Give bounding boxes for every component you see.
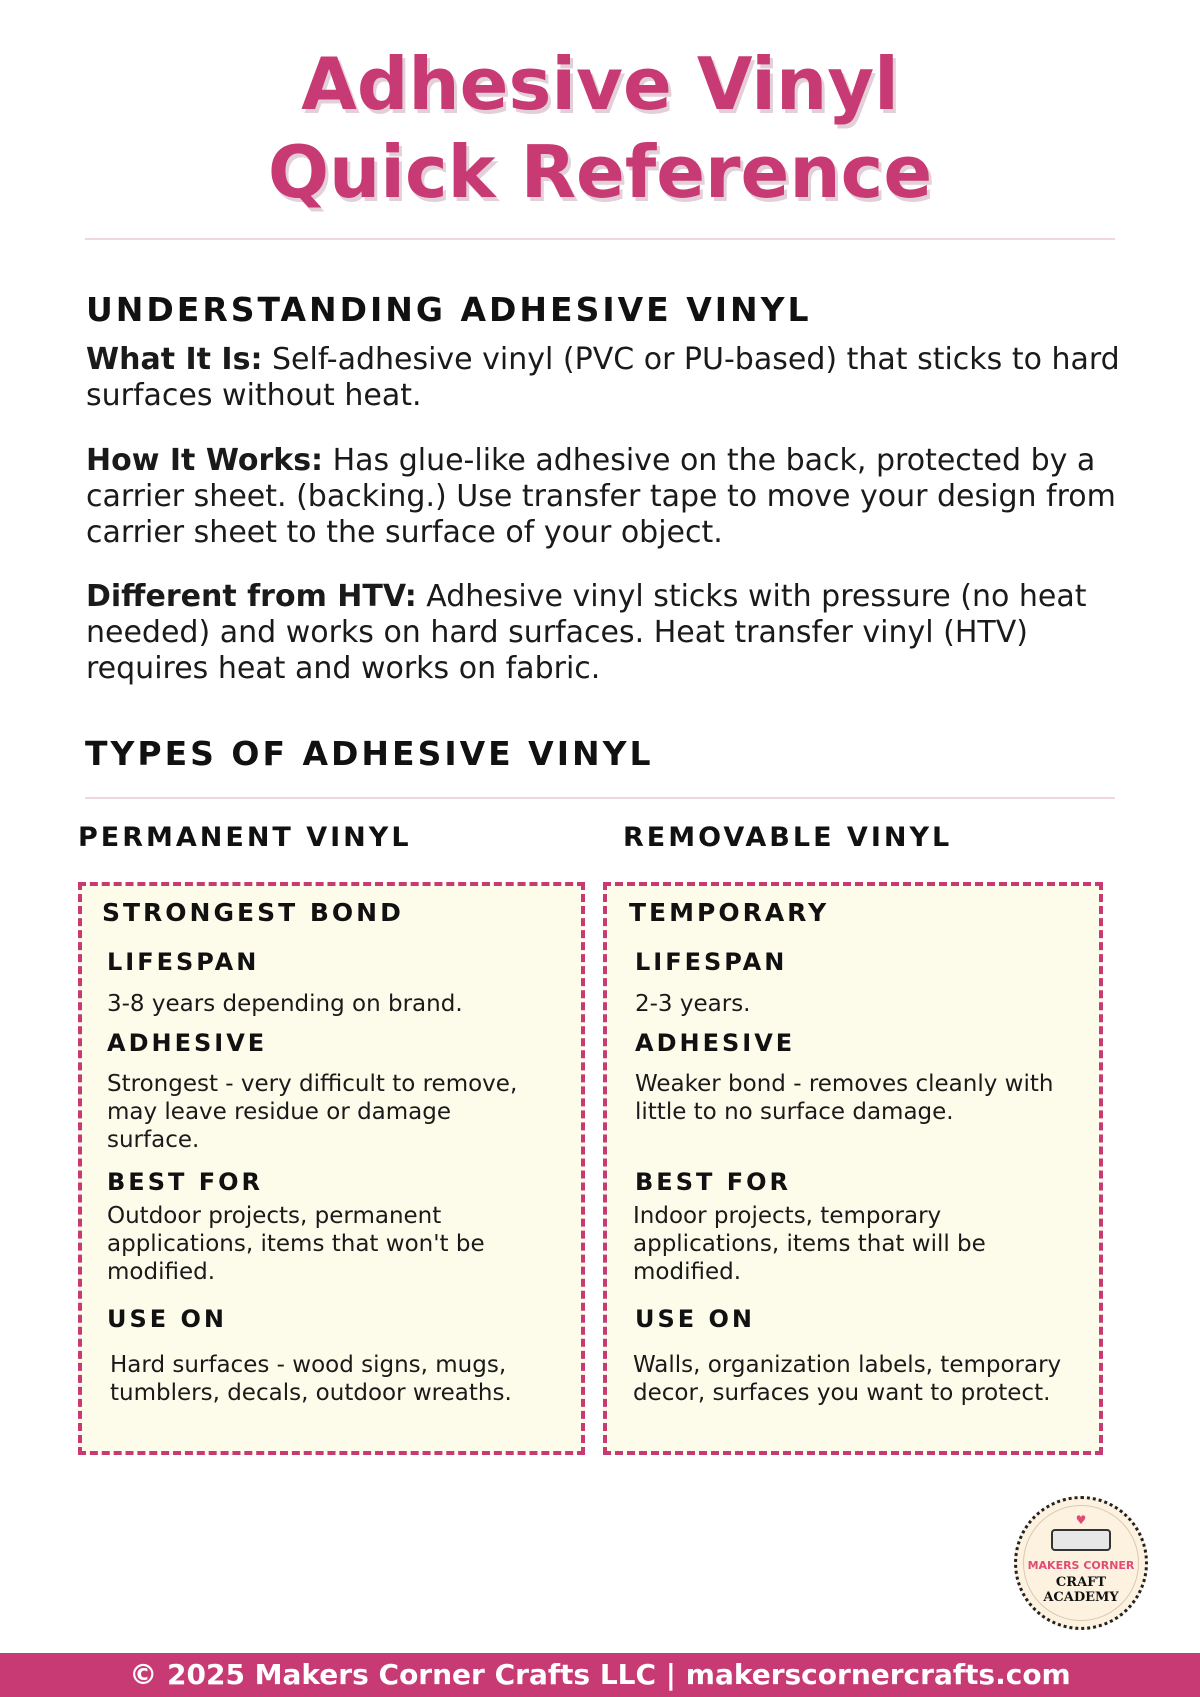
page-title — [0, 40, 1200, 216]
what-it-is-label: What It Is: — [86, 342, 263, 377]
removable-lifespan-label: LIFESPAN — [635, 948, 788, 976]
removable-adhesive-text: Weaker bond - removes cleanly with little to no surface damage. — [635, 1071, 1054, 1125]
heart-icon: ♥ — [1075, 1513, 1087, 1527]
logo-subtitle — [1017, 1575, 1145, 1605]
different-from-htv-text: Adhesive vinyl sticks with pressure (no heat needed) and works on hard surfaces. Heat transfer vinyl (HTV) requires heat and works on fabric. — [86, 579, 1087, 686]
removable-use-on-label: USE ON — [635, 1305, 756, 1333]
permanent-best-for-text: Outdoor projects, permanent applications, items that won't be modified. — [107, 1203, 485, 1285]
permanent-best-for-label: BEST FOR — [107, 1168, 263, 1196]
permanent-lifespan-text: 3-8 years depending on brand. — [107, 991, 463, 1017]
removable-subtitle: TEMPORARY — [629, 898, 830, 927]
makers-corner-logo — [1014, 1496, 1148, 1630]
what-it-is-text: Self-adhesive vinyl (PVC or PU-based) that sticks to hard surfaces without heat. — [86, 342, 1120, 413]
footer-bar — [0, 1653, 1200, 1697]
removable-adhesive-label: ADHESIVE — [635, 1029, 796, 1057]
removable-best-for-text: Indoor projects, temporary applications, items that will be modified. — [633, 1203, 986, 1285]
title-line-1: Adhesive Vinyl — [301, 42, 899, 126]
cutting-machine-icon — [1051, 1529, 1111, 1551]
permanent-lifespan-label: LIFESPAN — [107, 948, 260, 976]
understanding-heading: UNDERSTANDING ADHESIVE VINYL — [86, 290, 812, 329]
footer-text: © 2025 Makers Corner Crafts LLC | makerscornercrafts.com — [129, 1658, 1071, 1691]
title-line-2: Quick Reference — [267, 130, 933, 214]
permanent-vinyl-heading: PERMANENT VINYL — [78, 822, 412, 853]
permanent-subtitle: STRONGEST BOND — [102, 898, 404, 927]
how-it-works-paragraph — [86, 443, 1126, 551]
permanent-adhesive-label: ADHESIVE — [107, 1029, 268, 1057]
types-divider — [85, 797, 1115, 799]
permanent-adhesive-text: Strongest - very difficult to remove, may leave residue or damage surface. — [107, 1071, 518, 1153]
different-from-htv-paragraph — [86, 579, 1126, 687]
removable-best-for-label: BEST FOR — [635, 1168, 791, 1196]
logo-name: MAKERS CORNER — [1027, 1559, 1135, 1572]
logo-line-1: CRAFT — [1055, 1575, 1107, 1590]
removable-vinyl-card — [603, 882, 1103, 1455]
different-from-htv-label: Different from HTV: — [86, 579, 417, 614]
how-it-works-label: How It Works: — [86, 443, 324, 478]
removable-lifespan-text: 2-3 years. — [635, 991, 751, 1017]
types-heading: TYPES OF ADHESIVE VINYL — [85, 734, 654, 773]
permanent-vinyl-card — [78, 882, 585, 1455]
permanent-use-on-label: USE ON — [107, 1305, 228, 1333]
logo-line-2: ACADEMY — [1043, 1590, 1119, 1605]
permanent-use-on-text: Hard surfaces - wood signs, mugs, tumblers, decals, outdoor wreaths. — [110, 1352, 512, 1406]
removable-vinyl-heading: REMOVABLE VINYL — [623, 822, 953, 853]
title-divider — [85, 238, 1115, 240]
how-it-works-text: Has glue-like adhesive on the back, protected by a carrier sheet. (backing.) Use transfer tape to move your design from carrier sheet to the surface of your object. — [86, 443, 1116, 550]
what-it-is-paragraph — [86, 342, 1126, 414]
removable-use-on-text: Walls, organization labels, temporary decor, surfaces you want to protect. — [633, 1352, 1062, 1406]
